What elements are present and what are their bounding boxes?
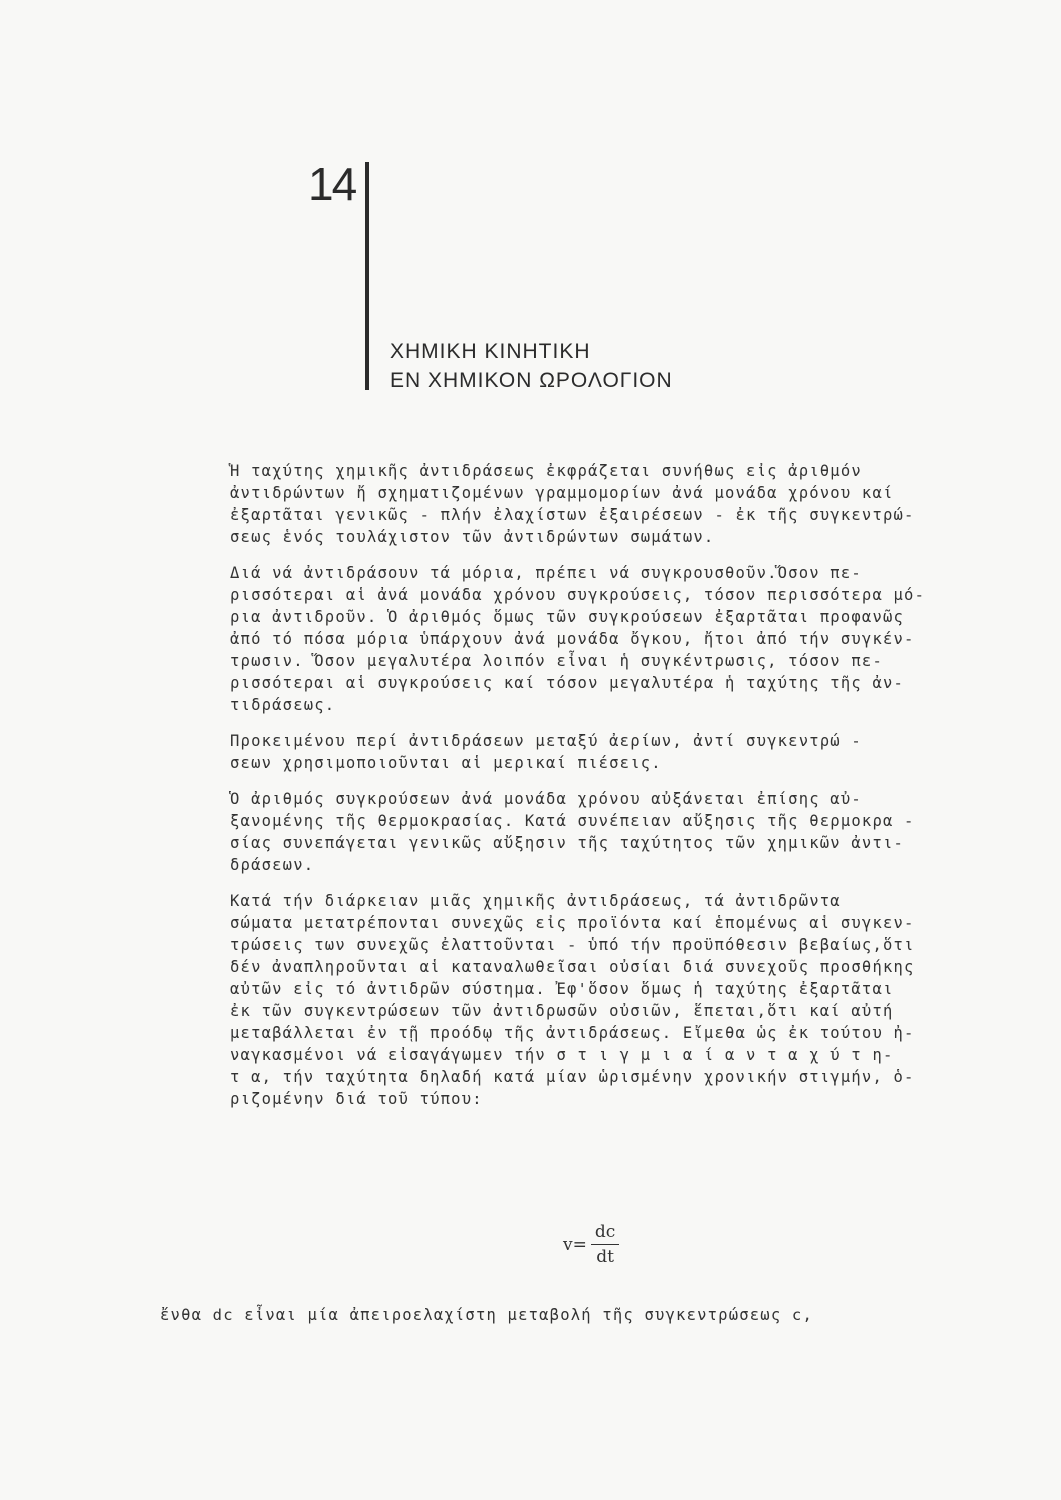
paragraph-line: δέν ἀναπληροῦνται αἱ καταναλωθεῖσαι οὐσίαι διά συνεχοῦς προσθήκης [230, 958, 915, 976]
paragraph-line: σεων χρησιμοποιοῦνται αἱ μερικαί πιέσεις. [230, 754, 662, 772]
paragraph-line: ρισσότεραι αἱ συγκρούσεις καί τόσον μεγαλυτέρα ἡ ταχύτης τῆς ἀν- [230, 674, 905, 692]
formula-lhs: v= [563, 1234, 587, 1255]
closing-line: ἔνθα dc εἶναι μία ἀπειροελαχίστη μεταβολή τῆς συγκεντρώσεως c, [160, 1306, 813, 1324]
chapter-title [390, 337, 673, 395]
paragraph-line: ἀντιδρώντων ἤ σχηματιζομένων γραμμομορίων ἀνά μονάδα χρόνου καί [230, 484, 894, 502]
formula-denominator: dt [596, 1247, 614, 1267]
paragraph-line: ναγκασμένοι νά εἰσαγάγωμεν τήν σ τ ι γ μ ι α ί α ν τ α χ ύ τ η- [230, 1046, 894, 1064]
paragraph-line: σώματα μετατρέπονται συνεχῶς εἰς προϊόντα καί ἑπομένως αἱ συγκεν- [230, 914, 915, 932]
paragraph-line: τιδράσεως. [230, 696, 336, 714]
rate-formula [563, 1222, 619, 1267]
paragraph-line: ξανομένης τῆς θερμοκρασίας. Κατά συνέπειαν αὔξησις τῆς θερμοκρα - [230, 812, 915, 830]
paragraph-line: ριζομένην διά τοῦ τύπου: [230, 1090, 483, 1108]
paragraph-1 [160, 460, 1010, 548]
paragraph-line: ἀπό τό πόσα μόρια ὑπάρχουν ἀνά μονάδα ὄγκου, ἤτοι ἀπό τήν συγκέν- [230, 630, 915, 648]
paragraph-line: ρισσότεραι αἱ ἀνά μονάδα χρόνου συγκρούσεις, τόσον περισσότερα μό- [230, 586, 926, 604]
paragraph-line: Κατά τήν διάρκειαν μιᾶς χημικῆς ἀντιδράσεως, τά ἀντιδρῶντα [230, 892, 841, 910]
paragraph-line: μεταβάλλεται ἐν τῇ προόδῳ τῆς ἀντιδράσεως. Εἴμεθα ὡς ἐκ τούτου ἠ- [230, 1024, 915, 1042]
formula-numerator: dc [591, 1222, 619, 1245]
chapter-divider-rule [365, 162, 369, 390]
paragraph-line: τρωσιν. Ὅσον μεγαλυτέρα λοιπόν εἶναι ἡ συγκέντρωσις, τόσον πε- [230, 652, 883, 670]
paragraph-2 [160, 562, 1010, 716]
chapter-number: 14 [308, 158, 356, 210]
paragraph-line: Προκειμένου περί ἀντιδράσεων μεταξύ ἀερίων, ἀντί συγκεντρώ - [230, 732, 862, 750]
paragraph-line: ἐξαρτᾶται γενικῶς - πλήν ἐλαχίστων ἐξαιρέσεων - ἐκ τῆς συγκεντρώ- [230, 506, 915, 524]
paragraph-line: σεως ἑνός τουλάχιστον τῶν ἀντιδρώντων σωμάτων. [230, 528, 715, 546]
body-text [160, 460, 1010, 1124]
paragraph-line: ἐκ τῶν συγκεντρώσεων τῶν ἀντιδρωσῶν οὐσιῶν, ἕπεται,ὅτι καί αὐτή [230, 1002, 894, 1020]
paragraph-5 [160, 890, 1010, 1110]
paragraph-line: αὐτῶν εἰς τό ἀντιδρῶν σύστημα. Ἐφ'ὅσον ὅμως ἡ ταχύτης ἐξαρτᾶται [230, 980, 894, 998]
paragraph-line: ρια ἀντιδροῦν. Ὁ ἀριθμός ὅμως τῶν συγκρούσεων ἐξαρτᾶται προφανῶς [230, 608, 905, 626]
paragraph-4 [160, 788, 1010, 876]
formula-fraction [591, 1222, 619, 1267]
chapter-title-line-2: ΕΝ ΧΗΜΙΚΟΝ ΩΡΟΛΟΓΙΟΝ [390, 369, 673, 392]
paragraph-3 [160, 730, 1010, 774]
paragraph-line: σίας συνεπάγεται γενικῶς αὔξησιν τῆς ταχύτητος τῶν χημικῶν ἀντι- [230, 834, 905, 852]
paragraph-line: τ α, τήν ταχύτητα δηλαδή κατά μίαν ὡρισμένην χρονικήν στιγμήν, ὁ- [230, 1068, 915, 1086]
paragraph-line: δράσεων. [230, 856, 315, 874]
chapter-title-line-1: ΧΗΜΙΚΗ ΚΙΝΗΤΙΚΗ [390, 340, 591, 363]
paragraph-line: Ὁ ἀριθμός συγκρούσεων ἀνά μονάδα χρόνου αὐξάνεται ἐπίσης αὐ- [230, 790, 862, 808]
paragraph-line: Διά νά ἀντιδράσουν τά μόρια, πρέπει νά συγκρουσθοῦν.Ὅσον πε- [230, 564, 862, 582]
paragraph-line: Ἡ ταχύτης χημικῆς ἀντιδράσεως ἐκφράζεται συνήθως εἰς ἀριθμόν [230, 462, 862, 480]
paragraph-line: τρώσεις των συνεχῶς ἐλαττοῦνται - ὑπό τήν προϋπόθεσιν βεβαίως,ὅτι [230, 936, 915, 954]
